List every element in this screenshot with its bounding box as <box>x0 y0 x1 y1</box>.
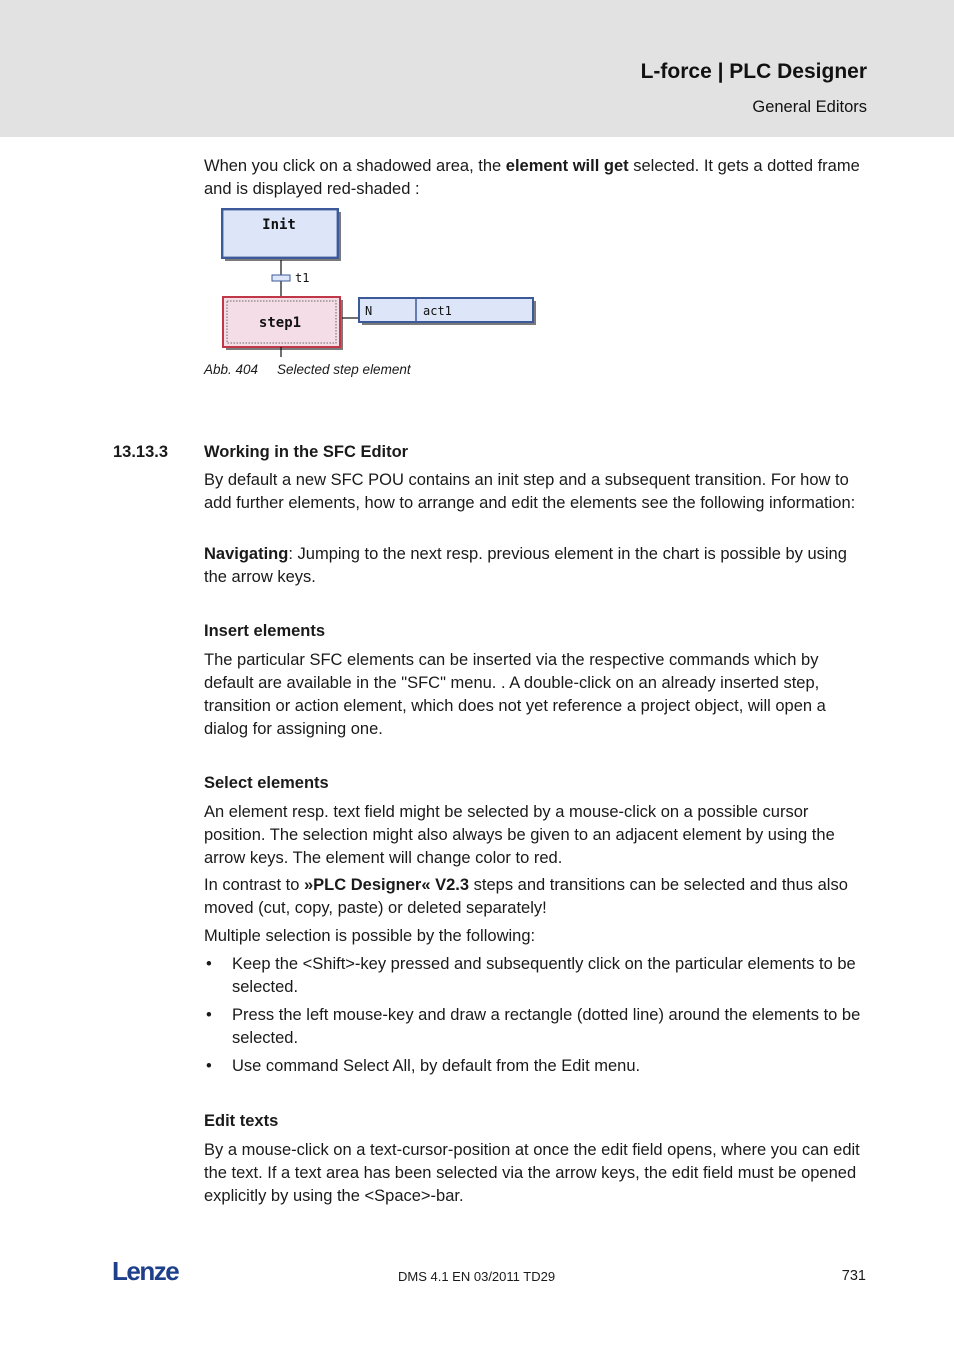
section-title: Working in the SFC Editor <box>204 443 409 461</box>
insert-paragraph: The particular SFC elements can be inserted via the respective commands which by default are available in the "SFC" menu. . A double-click on an already inserted step, transition or action element, which does not yet reference a project object, will open a dialog for assigning one. <box>204 651 826 738</box>
header-subtitle: General Editors <box>752 98 867 116</box>
sfc-diagram <box>218 205 548 360</box>
list-item: • Keep the <Shift>-key pressed and subsequently click on the particular elements to be selected. <box>206 955 856 996</box>
section-intro: By default a new SFC POU contains an init step and a subsequent transition. For how to add further elements, how to arrange and edit the elements see the following information: <box>204 471 856 512</box>
list-item: • Press the left mouse-key and draw a rectangle (dotted line) around the elements to be selected. <box>206 1006 861 1047</box>
transition-bar <box>272 275 290 281</box>
list-item: • Use command Select All, by default from the Edit menu. <box>206 1057 641 1075</box>
action-qualifier: N <box>365 304 373 318</box>
selection-bullet-list <box>204 953 868 1078</box>
header-title: L-force | PLC Designer <box>640 60 867 83</box>
edit-heading: Edit texts <box>204 1112 279 1130</box>
init-step-label: Init <box>262 217 296 233</box>
figure-number: Abb. 404 <box>204 362 259 377</box>
svg-text:Lenze: Lenze <box>112 1258 179 1286</box>
footer-document-id: DMS 4.1 EN 03/2011 TD29 <box>398 1269 556 1284</box>
page-number: 731 <box>841 1268 866 1284</box>
figure-caption <box>204 362 411 377</box>
select-heading: Select elements <box>204 774 329 792</box>
select-paragraph-3: Multiple selection is possible by the following: <box>204 927 536 945</box>
navigating-paragraph: Navigating: Jumping to the next resp. previous element in the chart is possible by using the arrow keys. <box>204 545 847 586</box>
section-number: 13.13.3 <box>113 443 169 461</box>
intro-paragraph: When you click on a shadowed area, the element will get selected. It gets a dotted frame and is displayed red-shaded : <box>204 157 860 198</box>
select-paragraph-2: In contrast to »PLC Designer« V2.3 steps and transitions can be selected and thus also moved (cut, copy, paste) or deleted separately! <box>204 876 848 917</box>
select-paragraph-1: An element resp. text field might be selected by a mouse-click on a possible cursor position. The selection might also always be given to an adjacent element by using the arrow keys. The element will change color to red. <box>204 803 835 867</box>
page-header <box>0 0 954 137</box>
step1-label: step1 <box>258 315 302 331</box>
edit-paragraph: By a mouse-click on a text-cursor-position at once the edit field opens, where you can edit the text. If a text area has been selected via the arrow keys, the edit field must be opened explicitly by using the <Space>-bar. <box>204 1141 860 1205</box>
figure-caption-text: Selected step element <box>277 362 411 377</box>
transition-label: t1 <box>295 271 310 285</box>
action-name: act1 <box>423 304 452 318</box>
lenze-logo <box>112 1258 192 1286</box>
insert-heading: Insert elements <box>204 622 326 640</box>
